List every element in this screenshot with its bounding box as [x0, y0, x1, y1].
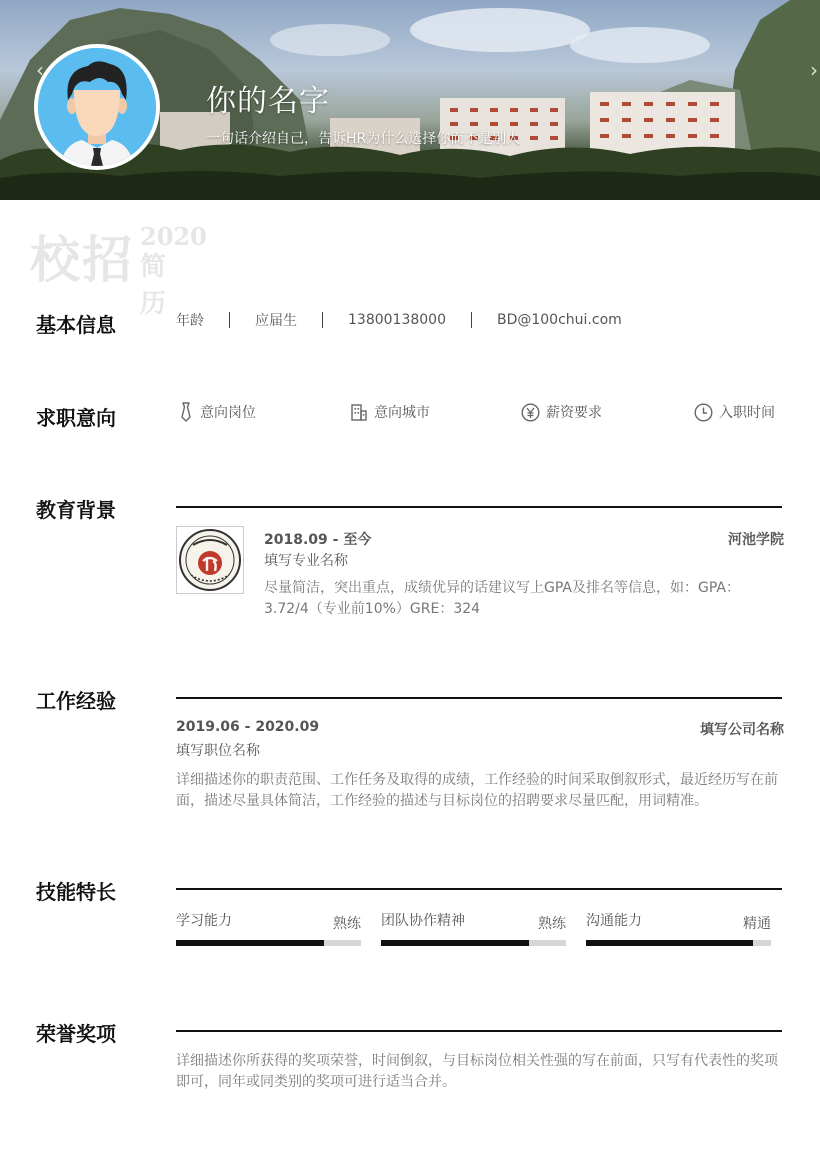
divider — [322, 312, 323, 328]
skills-rule — [176, 888, 782, 890]
intent-start-date-label: 入职时间 — [719, 405, 775, 421]
watermark-sub-text: 简历 — [140, 252, 167, 319]
position-name: 填写职位名称 — [176, 743, 260, 759]
honors-description: 详细描述你所获得的奖项荣誉，时间倒叙，与目标岗位相关性强的写在前面，只写有代表性的奖项即可，同年或同类别的奖项可进行适当合并。 — [176, 1053, 778, 1090]
education-description: 尽量简洁，突出重点，成绩优异的话建议写上GPA及排名等信息，如：GPA：3.72/4（专业前10%）GRE：324 — [264, 580, 740, 617]
intent-city — [350, 402, 430, 422]
school-name: 河池学院 — [728, 532, 784, 548]
work-title: 工作经验 — [36, 689, 116, 713]
skill-bar-track — [381, 940, 566, 946]
skill-level: 精通 — [743, 916, 771, 932]
watermark-main-text: 校招 — [30, 230, 134, 289]
school-logo — [176, 526, 244, 594]
phone-field: 13800138000 — [348, 312, 446, 328]
skill-level: 熟练 — [333, 916, 361, 932]
work-period: 2019.06 - 2020.09 — [176, 719, 320, 735]
skill-name: 学习能力 — [176, 913, 232, 929]
education-rule — [176, 506, 782, 508]
skill-name: 团队协作精神 — [381, 913, 465, 929]
skill-bar-track — [586, 940, 771, 946]
education-title: 教育背景 — [36, 498, 116, 522]
basic-info-row — [176, 310, 622, 330]
age-field: 年龄 — [176, 313, 204, 329]
work-rule — [176, 697, 782, 699]
honors-rule — [176, 1030, 782, 1032]
skill-bar-fill — [381, 940, 529, 946]
email-field: BD@100chui.com — [496, 312, 622, 328]
skill-level: 熟练 — [538, 916, 566, 932]
job-intent-title: 求职意向 — [36, 406, 116, 430]
company-name: 填写公司名称 — [700, 722, 784, 738]
work-description: 详细描述你的职责范围、工作任务及取得的成绩，工作经验的时间采取倒叙形式，最近经历写在前面，描述尽量具体简洁，工作经验的描述与目标岗位的招聘要求尽量匹配，用词精准。 — [176, 772, 778, 809]
clock-icon — [694, 403, 713, 422]
avatar-illustration-icon — [38, 48, 156, 166]
intent-salary-label: 薪资要求 — [546, 405, 602, 421]
skills-title: 技能特长 — [36, 880, 116, 904]
intent-position — [178, 402, 256, 422]
skill-bar-fill — [586, 940, 753, 946]
basic-info-title: 基本信息 — [36, 313, 116, 337]
education-period: 2018.09 - 至今 — [264, 532, 372, 548]
divider — [229, 312, 230, 328]
candidate-tagline: 一句话介绍自己，告诉HR为什么选择你而不是别人 — [206, 131, 521, 147]
watermark-year: 2020 — [140, 222, 207, 251]
avatar — [34, 44, 160, 170]
intent-city-label: 意向城市 — [374, 405, 430, 421]
next-arrow-icon[interactable]: › — [810, 58, 818, 82]
honors-title: 荣誉奖项 — [36, 1022, 116, 1046]
intent-start-date — [694, 402, 775, 422]
intent-position-label: 意向岗位 — [200, 405, 256, 421]
skill-name: 沟通能力 — [586, 913, 642, 929]
intent-salary — [521, 402, 602, 422]
yen-icon — [521, 403, 540, 422]
divider — [471, 312, 472, 328]
header-banner — [0, 0, 820, 200]
building-icon — [350, 403, 368, 421]
skill-bar-fill — [176, 940, 324, 946]
status-field: 应届生 — [255, 313, 297, 329]
major-name: 填写专业名称 — [264, 553, 348, 569]
school-seal-icon — [177, 527, 243, 593]
tie-icon — [178, 402, 194, 422]
candidate-name: 你的名字 — [206, 84, 330, 119]
prev-arrow-icon[interactable]: ‹ — [36, 58, 44, 82]
skill-bar-track — [176, 940, 361, 946]
